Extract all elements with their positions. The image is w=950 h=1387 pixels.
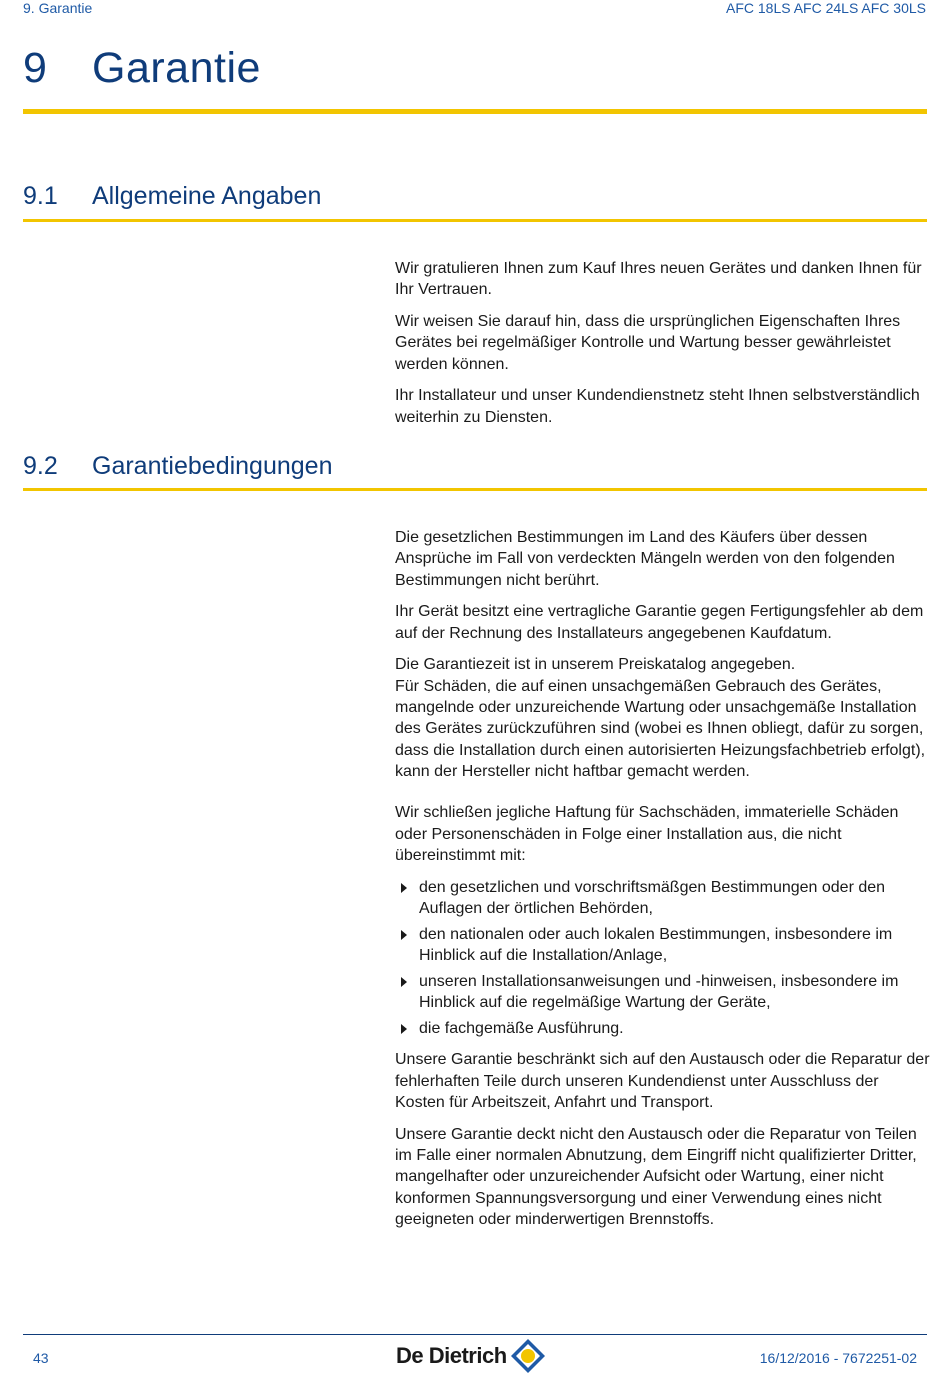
section-title-9-1 [23, 182, 321, 211]
list-item: den gesetzlichen und vorschriftsmäßgen Bestimmungen oder den Auflagen der örtlichen Behörden, [395, 877, 930, 920]
paragraph: Die Garantiezeit ist in unserem Preiskatalog angegeben. [395, 656, 796, 674]
list-item: den nationalen oder auch lokalen Bestimmungen, insbesondere im Hinblick auf die Installation/Anlage, [395, 924, 930, 967]
brand-logo [396, 1338, 546, 1374]
section-number: 9.1 [23, 182, 58, 210]
chapter-title-text: Garantie [92, 44, 261, 92]
paragraph: Ihr Installateur und unser Kundendienstnetz steht Ihnen selbstverständlich weiterhin zu Diensten. [395, 387, 920, 426]
paragraph: Unsere Garantie beschränkt sich auf den Austausch oder die Reparatur der fehlerhaften Teile durch unseren Kundendienst unter Ausschluss der Kosten für Arbeitszeit, Anfahrt und Transport. [395, 1051, 930, 1111]
section-title-9-2 [23, 452, 332, 481]
list-item: unseren Installationsanweisungen und -hinweisen, insbesondere im Hinblick auf die regelmäßige Wartung der Geräte, [395, 971, 930, 1014]
triangle-bullet-icon [401, 930, 407, 940]
section-body-9-2 [395, 527, 930, 1241]
section-rule-9-1 [23, 219, 927, 222]
running-header-chapter: 9. Garantie [23, 0, 93, 16]
chapter-number: 9 [23, 44, 48, 92]
paragraph: Ihr Gerät besitzt eine vertragliche Garantie gegen Fertigungsfehler ab dem auf der Rechnung des Installateurs angegebenen Kaufdatum. [395, 603, 924, 642]
brand-name: De Dietrich [396, 1343, 507, 1368]
brand-diamond-icon [510, 1338, 546, 1374]
triangle-bullet-icon [401, 977, 407, 987]
section-body-9-1 [395, 258, 930, 439]
document-reference: 16/12/2016 - 7672251-02 [759, 1350, 917, 1366]
list-item: die fachgemäße Ausführung. [395, 1018, 930, 1039]
paragraph: Wir schließen jegliche Haftung für Sachschäden, immaterielle Schäden oder Personenschäden in Folge einer Installation aus, die nicht übereinstimmt mit: [395, 804, 899, 864]
chapter-rule [23, 109, 927, 114]
triangle-bullet-icon [401, 1024, 407, 1034]
section-title-text: Allgemeine Angaben [92, 182, 322, 210]
section-rule-9-2 [23, 488, 927, 491]
section-title-text: Garantiebedingungen [92, 452, 333, 480]
triangle-bullet-icon [401, 883, 407, 893]
page-number: 43 [33, 1350, 49, 1366]
running-header-models: AFC 18LS AFC 24LS AFC 30LS [726, 0, 926, 16]
section-number: 9.2 [23, 452, 58, 480]
paragraph: Wir gratulieren Ihnen zum Kauf Ihres neuen Gerätes und danken Ihnen für Ihr Vertrauen. [395, 260, 922, 299]
chapter-title [23, 44, 261, 93]
paragraph: Für Schäden, die auf einen unsachgemäßen Gebrauch des Gerätes, mangelnde oder unzureichende Wartung oder unsachgemäße Installation des Gerätes zurückzuführen sind (wobei es Ihnen obliegt, dafür zu sorgen, dass die Installation durch einen autorisierten Heizungsfachbetrieb erfolgt), kann der Hersteller nicht haftbar gemacht werden. [395, 677, 926, 780]
paragraph: Die gesetzlichen Bestimmungen im Land des Käufers über dessen Ansprüche im Fall von verdeckten Mängeln werden von den folgenden Bestimmungen nicht berührt. [395, 529, 895, 589]
bullet-list [395, 877, 930, 1039]
paragraph: Unsere Garantie deckt nicht den Austausch oder die Reparatur von Teilen im Falle einer normalen Abnutzung, dem Eingriff nicht qualifizierter Dritter, mangelhafter oder unzureichender Aufsicht oder Wartung, einer nicht konformen Spannungsversorgung und einer Verwendung eines nicht geeigneten oder minderwertigen Brennstoffs. [395, 1125, 917, 1228]
footer-rule [23, 1334, 927, 1335]
paragraph: Wir weisen Sie darauf hin, dass die ursprünglichen Eigenschaften Ihres Gerätes bei regelmäßiger Kontrolle und Wartung besser gewährleistet werden können. [395, 313, 901, 373]
